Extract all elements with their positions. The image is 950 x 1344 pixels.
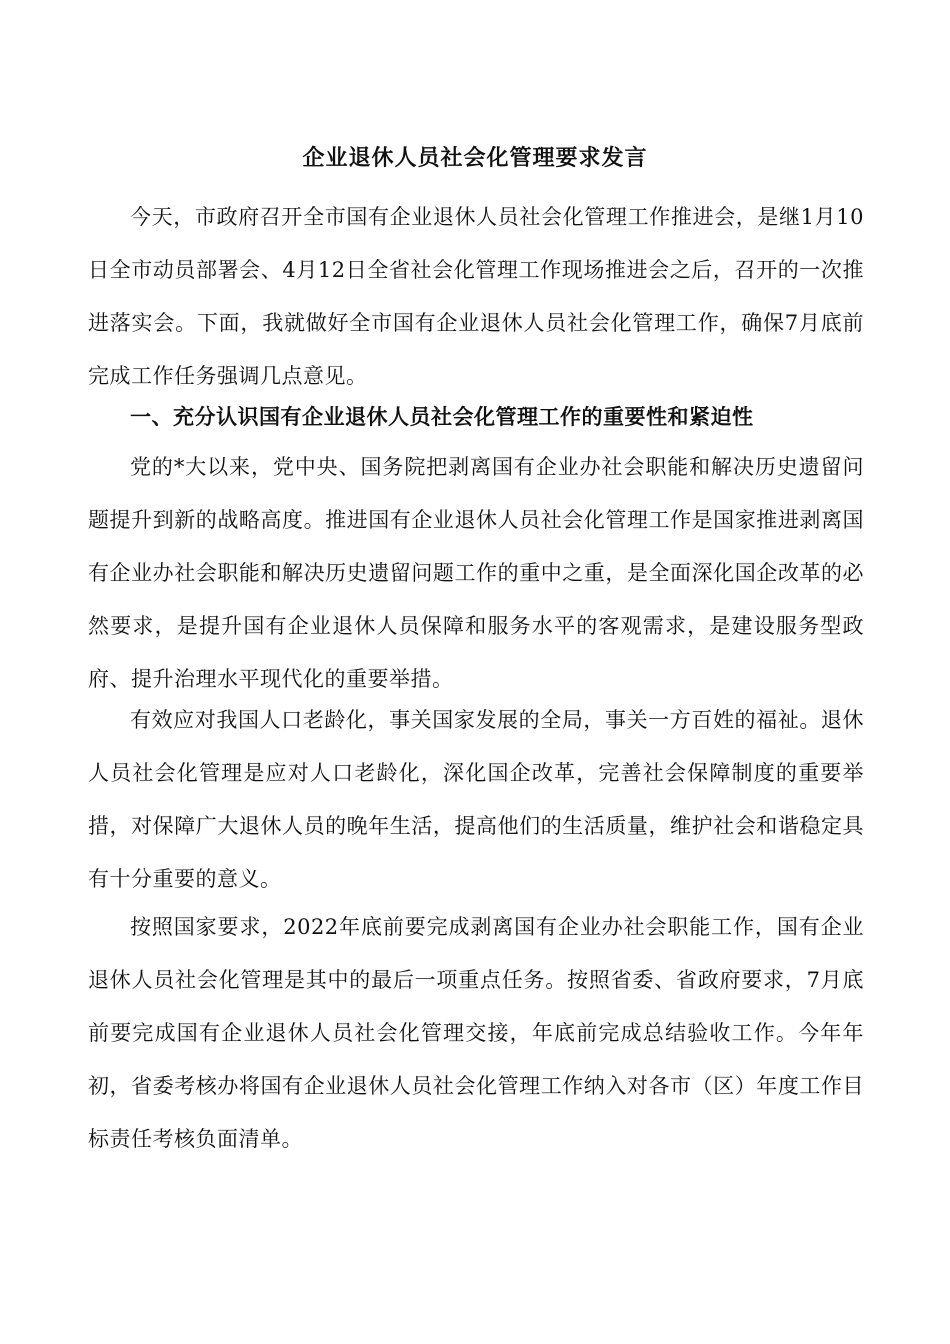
paragraph-intro: 今天，市政府召开全市国有企业退休人员社会化管理工作推进会，是继1月10日全市动员部署会、4月12日全省社会化管理工作现场推进会之后，召开的一次推进落实会。下面，我就做好全市国有企业退休人员社会化管理工作，确保7月底前完成工作任务强调几点意见。 [88, 205, 864, 388]
paragraph-requirements: 按照国家要求，2022年底前要完成剥离国有企业办社会职能工作，国有企业退休人员社会化管理是其中的最后一项重点任务。按照省委、省政府要求，7月底前要完成国有企业退休人员社会化管理交接，年底前完成总结验收工作。今年年初，省委考核办将国有企业退休人员社会化管理工作纳入对各市（区）年度工作目标责任考核负面清单。 [88, 915, 864, 1151]
paragraph-background: 党的*大以来，党中央、国务院把剥离国有企业办社会职能和解决历史遗留问题提升到新的战略高度。推进国有企业退休人员社会化管理工作是国家推进剥离国有企业办社会职能和解决历史遗留问题工作的重中之重，是全面深化国企改革的必然要求，是提升国有企业退休人员保障和服务水平的客观需求，是建设服务型政府、提升治理水平现代化的重要举措。 [88, 455, 864, 691]
section-heading: 一、充分认识国有企业退休人员社会化管理工作的重要性和紧迫性 [130, 404, 754, 429]
document-title: 企业退休人员社会化管理要求发言 [302, 145, 648, 171]
paragraph-aging: 有效应对我国人口老龄化，事关国家发展的全局，事关一方百姓的福祉。退休人员社会化管理是应对人口老龄化，深化国企改革，完善社会保障制度的重要举措，对保障广大退休人员的晚年生活，提高他们的生活质量，维护社会和谐稳定具有十分重要的意义。 [88, 708, 864, 891]
